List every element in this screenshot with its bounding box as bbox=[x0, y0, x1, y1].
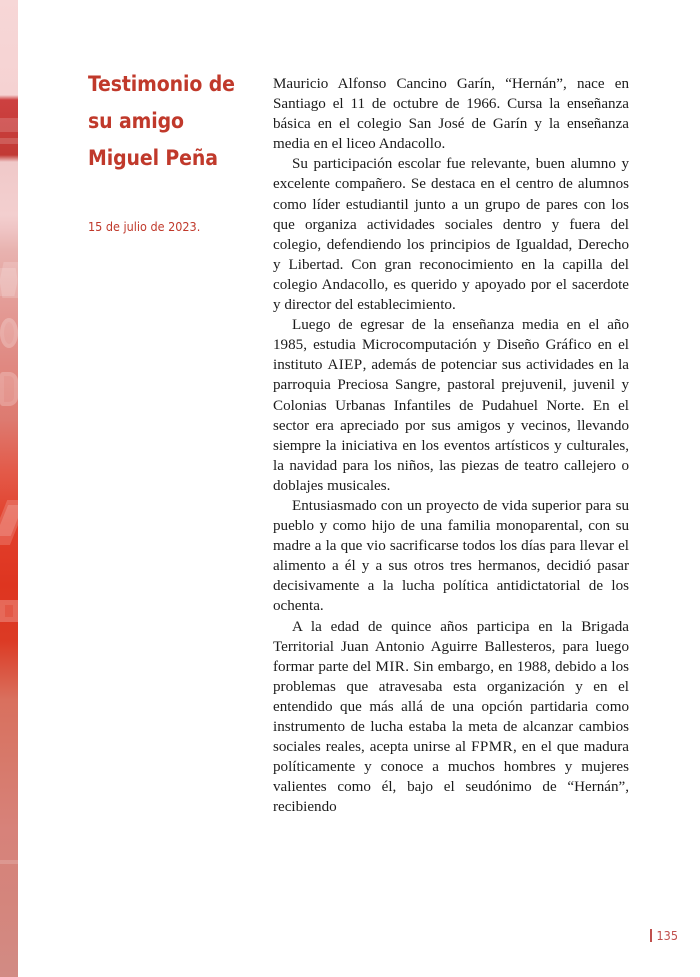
paragraph-text: , además de potenciar sus actividades en la parroquia Preciosa Sangre, pastoral prejuvenil, juvenil y Colonias Urbanas Infantiles de Pudahuel Norte. En el sector era apreciado por sus amigos y vecinos, llevando siempre la iniciativa en los eventos artísticos y culturales, la navidad para los niños, las piezas de teatro callejero o doblajes musicales. bbox=[273, 357, 629, 494]
ghost-letterform bbox=[0, 600, 18, 622]
ghost-letterform bbox=[0, 372, 18, 406]
page-title bbox=[88, 66, 248, 177]
paragraph: Su participación escolar fue relevante, buen alumno y excelente compañero. Se destaca en el centro de alumnos como líder estudiantil junto a un grupo de pares con los que organiza actividades sociales dentro y fuera del colegio, defendiendo los principios de Igualdad, Derecho y Libertad. Con gran reconocimiento en la capilla del colegio Andacollo, es querido y apoyado por el sacerdote y director del establecimiento. bbox=[273, 156, 629, 314]
page-title-line-3: Miguel Peña bbox=[88, 146, 218, 170]
paragraph-text: . Sin embargo, en 1988, debido a los problemas que atravesaba esta organización y en el entendido que más allá de una opción partidaria como instrumento de lucha estaba la meta de alcanzar cambios sociales reales, acepta unirse al bbox=[273, 658, 629, 756]
paragraph: Entusiasmado con un proyecto de vida superior para su pueblo y como hijo de una familia monoparental, con su madre a la que vio sacrificarse todos los días para llevar el alimento a él y a sus otros tres hermanos, decidió pasar decisivamente a la lucha política antidictatorial de los ochenta. bbox=[273, 497, 629, 615]
abbreviation-mir: MIR bbox=[375, 658, 406, 675]
paragraph-text: A la edad de quince años participa en la Brigada Territorial Juan Antonio Aguirre Ballesteros, para luego formar parte del bbox=[273, 618, 629, 675]
page-number: 135 bbox=[656, 928, 678, 943]
ghost-letterform bbox=[0, 138, 18, 144]
abbreviation-aiep: AIEP bbox=[327, 357, 363, 374]
ghost-letterform bbox=[0, 118, 18, 132]
testimony-date: 15 de julio de 2023. bbox=[88, 219, 201, 234]
page-folio bbox=[650, 928, 678, 943]
ghost-letterform bbox=[0, 318, 18, 348]
body-text-column bbox=[273, 74, 629, 817]
paragraph-text: , en el que madura políticamente y conoce a muchos hombres y mujeres valientes como él, bajo el seudónimo de “Hernán”, recibiendo bbox=[273, 739, 629, 816]
paragraph: Mauricio Alfonso Cancino Garín, “Hernán”, nace en Santiago el 11 de octubre de 1966. Cursa la enseñanza básica en el colegio San José de Garín y la enseñanza media en el liceo Andacollo. bbox=[273, 76, 629, 153]
page-title-line-1: Testimonio de bbox=[88, 72, 235, 96]
paragraph bbox=[273, 315, 629, 496]
paragraph-text: Luego de egresar de la enseñanza media en el año 1985, estudia Microcomputación y Diseño Gráfico en el instituto bbox=[273, 317, 629, 374]
ghost-letterform bbox=[0, 860, 18, 864]
page-title-line-2: su amigo bbox=[88, 109, 184, 133]
abbreviation-fpmr: FPMR bbox=[471, 739, 513, 756]
folio-rule-icon bbox=[650, 929, 652, 942]
ghost-letterform bbox=[0, 268, 18, 298]
left-edge-red-bleed-strip bbox=[0, 0, 18, 977]
paragraph bbox=[273, 617, 629, 818]
